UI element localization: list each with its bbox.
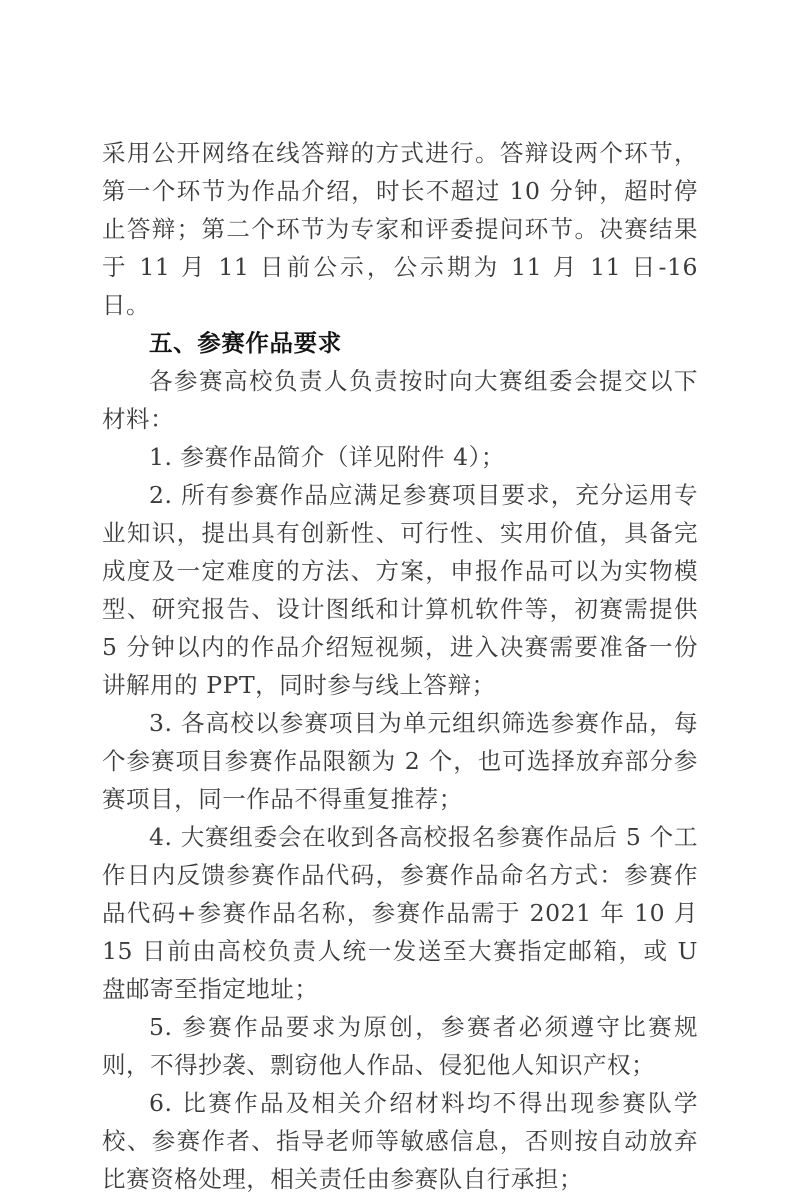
requirement-item-6: 6. 比赛作品及相关介绍材料均不得出现参赛队学校、参赛作者、指导老师等敏感信息，否则按自动放弃比赛资格处理，相关责任由参赛队自行承担；: [102, 1089, 698, 1193]
requirement-item-4: 4. 大赛组委会在收到各高校报名参赛作品后 5 个工作日内反馈参赛作品代码，参赛作品命名方式：参赛作品代码+参赛作品名称，参赛作品需于 2021 年 10 月 15 日前由高校负责人统一发送至大赛指定邮箱，或 U 盘邮寄至指定地址；: [102, 823, 698, 1003]
lead-in-paragraph: 各参赛高校负责人负责按时向大赛组委会提交以下材料：: [102, 367, 698, 433]
section-heading: 五、参赛作品要求: [149, 329, 342, 357]
requirement-item-5: 5. 参赛作品要求为原创，参赛者必须遵守比赛规则，不得抄袭、剽窃他人作品、侵犯他人知识产权；: [102, 1013, 698, 1079]
requirement-item-1: 1. 参赛作品简介（详见附件 4）；: [149, 443, 505, 471]
document-body: [102, 134, 698, 1198]
requirement-item-2: 2. 所有参赛作品应满足参赛项目要求，充分运用专业知识，提出具有创新性、可行性、实用价值，具备完成度及一定难度的方法、方案，申报作品可以为实物模型、研究报告、设计图纸和计算机软件等，初赛需提供 5 分钟以内的作品介绍短视频，进入决赛需要准备一份讲解用的 PPT，同时参与线上答辩；: [102, 481, 698, 699]
requirement-item-3: 3. 各高校以参赛项目为单元组织筛选参赛作品，每个参赛项目参赛作品限额为 2 个，也可选择放弃部分参赛项目，同一作品不得重复推荐；: [102, 709, 698, 813]
intro-paragraph: 采用公开网络在线答辩的方式进行。答辩设两个环节，第一个环节为作品介绍，时长不超过 10 分钟，超时停止答辩；第二个环节为专家和评委提问环节。决赛结果于 11 月 11 日前公示，公示期为 11 月 11 日-16 日。: [102, 139, 698, 319]
